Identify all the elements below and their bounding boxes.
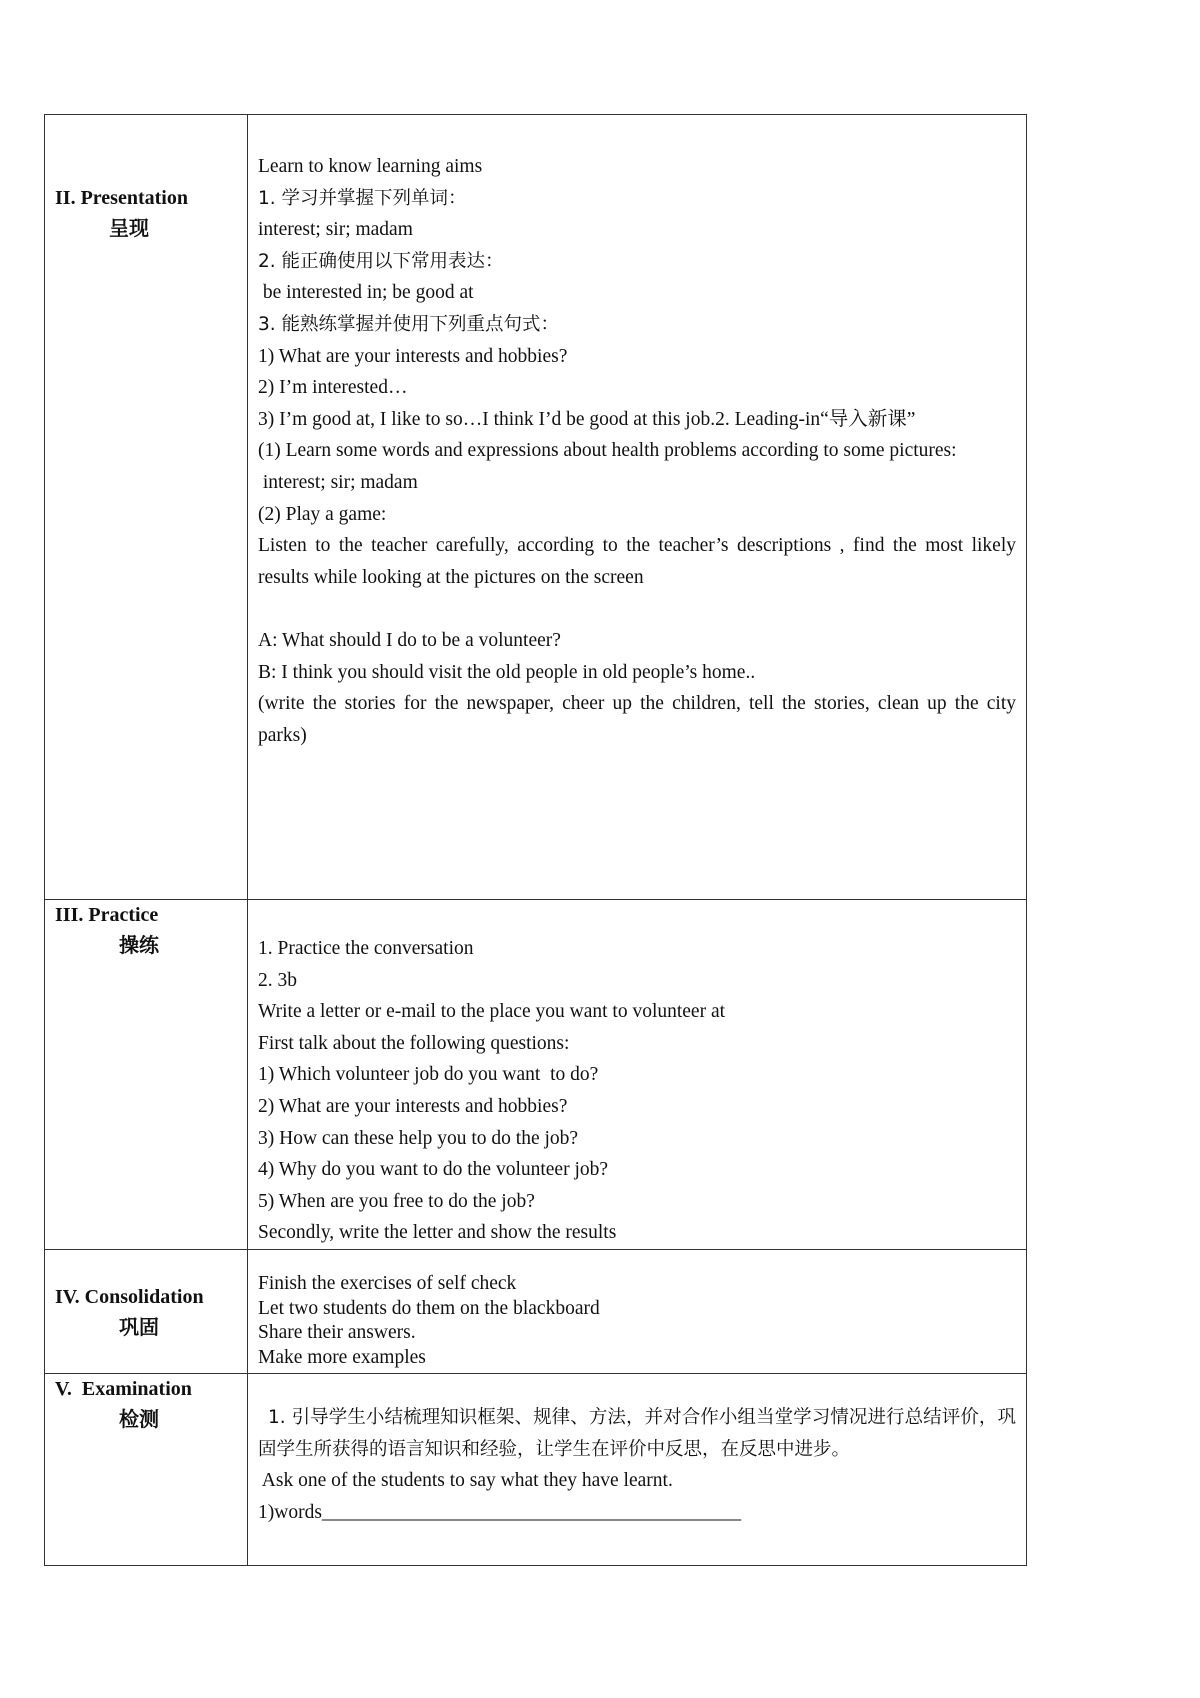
stage-content-cell xyxy=(248,900,1027,1250)
stage-title-zh: 呈现 xyxy=(109,218,149,240)
content-line: (write the stories for the newspaper, cheer up the children, tell the stories, clean up the city parks) xyxy=(258,693,1016,746)
stage-label-cell xyxy=(45,1374,248,1566)
blank-line xyxy=(258,593,1016,625)
content-line: 1. Practice the conversation xyxy=(258,938,474,959)
words-fill-blank: 1)words___________________________________________ xyxy=(258,1501,742,1523)
stage-title-en: IV. Consolidation xyxy=(55,1286,204,1308)
content-line: Write a letter or e-mail to the place you want to volunteer at xyxy=(258,1001,726,1023)
stage-label-cell xyxy=(45,900,248,1250)
stage-title-en: II. Presentation xyxy=(55,187,188,209)
content-line: Ask one of the students to say what they have learnt. xyxy=(258,1470,673,1492)
lesson-plan-table xyxy=(44,114,1027,1566)
content-line: 2) What are your interests and hobbies? xyxy=(258,1095,568,1117)
stage-title-zh: 巩固 xyxy=(119,1317,159,1339)
section-consolidation xyxy=(45,1250,1027,1374)
content-line: Finish the exercises of self check xyxy=(258,1273,517,1294)
stage-title-en: V. Examination xyxy=(55,1378,192,1400)
content-line: (2) Play a game: xyxy=(258,503,387,525)
section-examination xyxy=(45,1374,1027,1566)
content-line: 3) How can these help you to do the job? xyxy=(258,1127,579,1149)
content-line: Listen to the teacher carefully, according to the teacher’s descriptions , find the most likely results while looking at the pictures on the screen xyxy=(258,535,1016,588)
content-line: 1) What are your interests and hobbies? xyxy=(258,345,568,367)
content-line: A: What should I do to be a volunteer? xyxy=(258,629,561,651)
stage-label-cell xyxy=(45,115,248,900)
content-line: (1) Learn some words and expressions about health problems according to some pictures: xyxy=(258,440,957,462)
stage-content-cell xyxy=(248,1374,1027,1566)
content-line: be interested in; be good at xyxy=(258,282,474,304)
content-line: 2. 3b xyxy=(258,969,297,991)
content-line: Share their answers. xyxy=(258,1322,416,1343)
stage-content-cell xyxy=(248,1250,1027,1374)
section-practice xyxy=(45,900,1027,1250)
stage-title-en: III. Practice xyxy=(55,904,159,926)
content-line: 1. 学习并掌握下列单词： xyxy=(258,187,467,209)
content-line: 2. 能正确使用以下常用表达： xyxy=(258,250,504,272)
content-line: interest; sir; madam xyxy=(258,219,413,241)
content-line: B: I think you should visit the old people in old people’s home.. xyxy=(258,661,756,683)
content-line: Let two students do them on the blackboard xyxy=(258,1297,600,1319)
summary-paragraph: 1. 引导学生小结梳理知识框架、规律、方法，并对合作小组当堂学习情况进行总结评价，巩固学生所获得的语言知识和经验，让学生在评价中反思，在反思中进步。 xyxy=(258,1407,1016,1460)
content-line: 1) Which volunteer job do you want to do? xyxy=(258,1064,599,1086)
content-line: 2) I’m interested… xyxy=(258,377,408,399)
stage-content-cell xyxy=(248,115,1027,900)
stage-title-zh: 操练 xyxy=(119,935,159,957)
stage-label-cell xyxy=(45,1250,248,1374)
content-line: 3) I’m good at, I like to so…I think I’d be good at this job.2. Leading-in“导入新课” xyxy=(258,408,916,430)
content-line: Secondly, write the letter and show the results xyxy=(258,1222,617,1244)
content-line: interest; sir; madam xyxy=(258,471,418,493)
stage-title-zh: 检测 xyxy=(119,1409,159,1431)
content-line: Learn to know learning aims xyxy=(258,156,483,177)
content-line: 3. 能熟练掌握并使用下列重点句式： xyxy=(258,313,560,335)
section-presentation xyxy=(45,115,1027,900)
content-line: 4) Why do you want to do the volunteer job? xyxy=(258,1159,609,1181)
content-line: Make more examples xyxy=(258,1346,426,1368)
content-line: First talk about the following questions: xyxy=(258,1032,570,1054)
content-line: 5) When are you free to do the job? xyxy=(258,1190,535,1212)
